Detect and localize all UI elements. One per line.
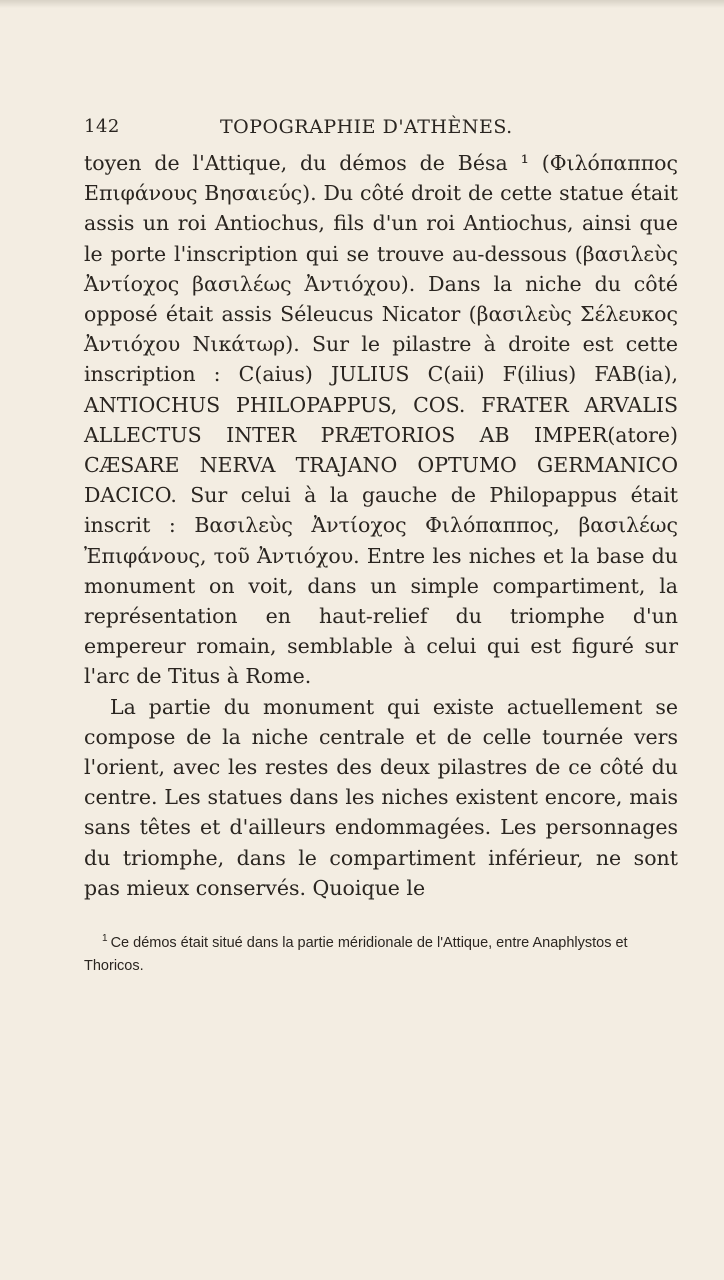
footnote-text: Ce démos était situé dans la partie méridionale de l'Attique, entre Anaphlystos et Thoricos.: [84, 934, 628, 974]
footnote: [84, 927, 678, 978]
paragraph-continued: toyen de l'Attique, du démos de Bésa ¹ (Φιλόπαππος Επιφάνους Βησαιεύς). Du côté droit de cette statue était assis un roi Antiochus, fils d'un roi Antiochus, ainsi que le porte l'inscription qui se trouve au-dessous (βασιλεὺς Ἀντίοχος βασιλέως Ἀντιόχου). Dans la niche du côté opposé était assis Séleucus Nicator (βασιλεὺς Σέλευκος Ἀντιόχου Νικάτωρ). Sur le pilastre à droite est cette inscription : C(aius) JULIUS C(aii) F(ilius) FAB(ia), ANTIOCHUS PHILOPAPPUS, COS. FRATER ARVALIS ALLECTUS INTER PRÆTORIOS AB IMPER(atore) CÆSARE NERVA TRAJANO OPTUMO GERMANICO DACICO. Sur celui à la gauche de Philopappus était inscrit : Βασιλεὺς Ἀντίοχος Φιλόπαππος, βασιλέως Ἐπιφάνους, τοῦ Ἀντιόχου. Entre les niches et la base du monument on voit, dans un simple compartiment, la représentation en haut-relief du triomphe d'un empereur romain, semblable à celui qui est figuré sur l'arc de Titus à Rome.: [84, 151, 678, 689]
book-page: [84, 112, 678, 978]
footnotes: [84, 927, 678, 978]
page-top-edge: [0, 0, 724, 8]
footnote-marker: 1: [102, 933, 108, 945]
running-title: TOPOGRAPHIE D'ATHÈNES.: [220, 116, 513, 138]
page-number: 142: [84, 116, 120, 137]
paragraph: La partie du monument qui existe actuellement se compose de la niche centrale et de celle tournée vers l'orient, avec les restes des deux pilastres de ce côté du centre. Les statues dans les niches existent encore, mais sans têtes et d'ailleurs endommagées. Les personnages du triomphe, dans le compartiment inférieur, ne sont pas mieux conservés. Quoique le: [84, 694, 678, 900]
body-text: [84, 148, 678, 903]
page-header: [84, 112, 678, 142]
